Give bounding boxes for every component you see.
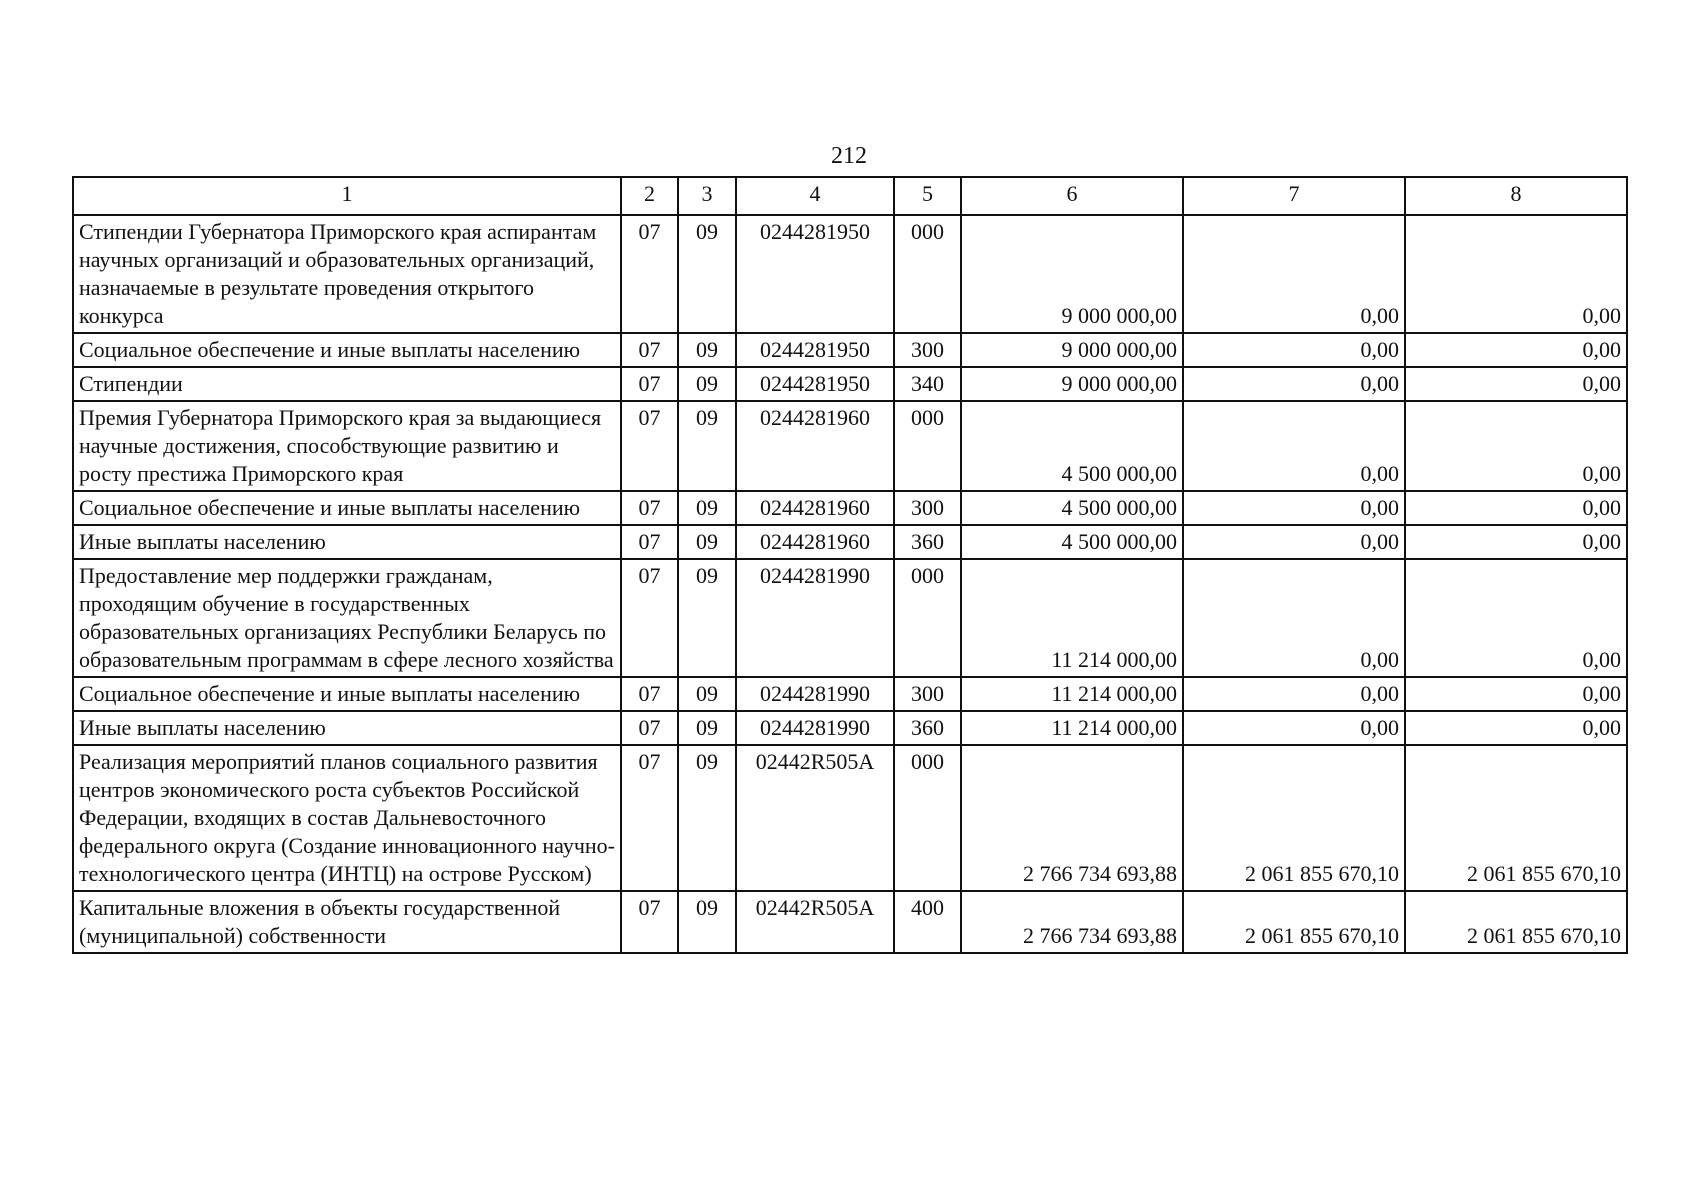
- expense-type-cell: 000: [894, 215, 961, 333]
- row-name-cell: Иные выплаты населению: [73, 711, 621, 745]
- target-article-cell: 0244281950: [736, 215, 894, 333]
- table-row: [73, 559, 1627, 677]
- amount-cell: 0,00: [1405, 711, 1627, 745]
- amount-cell: 2 061 855 670,10: [1183, 891, 1405, 953]
- amount-cell: 0,00: [1405, 367, 1627, 401]
- column-header: 5: [894, 177, 961, 215]
- amount-cell: 0,00: [1405, 215, 1627, 333]
- table-row: [73, 367, 1627, 401]
- row-name-cell: Реализация мероприятий планов социального развития центров экономического роста субъектов Российской Федерации, входящих в состав Дальневосточного федерального округа (Создание инновационного научно-технологического центра (ИНТЦ) на острове Русском): [73, 745, 621, 891]
- amount-cell: 0,00: [1183, 711, 1405, 745]
- column-header: 1: [73, 177, 621, 215]
- table-row: [73, 525, 1627, 559]
- section-code-cell: 07: [621, 367, 678, 401]
- amount-cell: 0,00: [1405, 525, 1627, 559]
- row-name-cell: Премия Губернатора Приморского края за выдающиеся научные достижения, способствующие развитию и росту престижа Приморского края: [73, 401, 621, 491]
- target-article-cell: 0244281960: [736, 525, 894, 559]
- amount-cell: 4 500 000,00: [961, 401, 1183, 491]
- amount-cell: 4 500 000,00: [961, 491, 1183, 525]
- amount-cell: 0,00: [1183, 215, 1405, 333]
- amount-cell: 0,00: [1183, 401, 1405, 491]
- section-code-cell: 07: [621, 333, 678, 367]
- subsection-code-cell: 09: [678, 367, 736, 401]
- table-row: [73, 745, 1627, 891]
- table-row: [73, 401, 1627, 491]
- table-header-row: [73, 177, 1627, 215]
- subsection-code-cell: 09: [678, 215, 736, 333]
- table-row: [73, 677, 1627, 711]
- section-code-cell: 07: [621, 215, 678, 333]
- expense-type-cell: 000: [894, 559, 961, 677]
- amount-cell: 4 500 000,00: [961, 525, 1183, 559]
- subsection-code-cell: 09: [678, 559, 736, 677]
- amount-cell: 2 766 734 693,88: [961, 745, 1183, 891]
- subsection-code-cell: 09: [678, 333, 736, 367]
- target-article-cell: 0244281960: [736, 401, 894, 491]
- column-header: 4: [736, 177, 894, 215]
- target-article-cell: 0244281990: [736, 559, 894, 677]
- expense-type-cell: 300: [894, 677, 961, 711]
- table-row: [73, 891, 1627, 953]
- target-article-cell: 0244281950: [736, 367, 894, 401]
- column-header: 2: [621, 177, 678, 215]
- amount-cell: 0,00: [1183, 367, 1405, 401]
- target-article-cell: 0244281990: [736, 711, 894, 745]
- row-name-cell: Социальное обеспечение и иные выплаты населению: [73, 491, 621, 525]
- amount-cell: 2 061 855 670,10: [1405, 745, 1627, 891]
- row-name-cell: Социальное обеспечение и иные выплаты населению: [73, 333, 621, 367]
- expense-type-cell: 000: [894, 745, 961, 891]
- target-article-cell: 0244281990: [736, 677, 894, 711]
- section-code-cell: 07: [621, 525, 678, 559]
- subsection-code-cell: 09: [678, 711, 736, 745]
- section-code-cell: 07: [621, 677, 678, 711]
- page-number: 212: [831, 143, 867, 169]
- expense-type-cell: 000: [894, 401, 961, 491]
- amount-cell: 0,00: [1405, 333, 1627, 367]
- section-code-cell: 07: [621, 711, 678, 745]
- amount-cell: 11 214 000,00: [961, 559, 1183, 677]
- subsection-code-cell: 09: [678, 401, 736, 491]
- table-row: [73, 491, 1627, 525]
- column-header: 8: [1405, 177, 1627, 215]
- target-article-cell: 02442R505A: [736, 745, 894, 891]
- amount-cell: 0,00: [1183, 559, 1405, 677]
- expense-type-cell: 360: [894, 525, 961, 559]
- amount-cell: 11 214 000,00: [961, 711, 1183, 745]
- section-code-cell: 07: [621, 401, 678, 491]
- amount-cell: 2 061 855 670,10: [1405, 891, 1627, 953]
- section-code-cell: 07: [621, 891, 678, 953]
- amount-cell: 9 000 000,00: [961, 333, 1183, 367]
- column-header: 3: [678, 177, 736, 215]
- amount-cell: 0,00: [1183, 333, 1405, 367]
- target-article-cell: 0244281950: [736, 333, 894, 367]
- subsection-code-cell: 09: [678, 525, 736, 559]
- column-header: 7: [1183, 177, 1405, 215]
- expense-type-cell: 300: [894, 491, 961, 525]
- amount-cell: 11 214 000,00: [961, 677, 1183, 711]
- row-name-cell: Стипендии Губернатора Приморского края аспирантам научных организаций и образовательных организаций, назначаемые в результате проведения открытого конкурса: [73, 215, 621, 333]
- expense-type-cell: 340: [894, 367, 961, 401]
- amount-cell: 0,00: [1405, 677, 1627, 711]
- table-row: [73, 711, 1627, 745]
- row-name-cell: Иные выплаты населению: [73, 525, 621, 559]
- table-row: [73, 333, 1627, 367]
- target-article-cell: 0244281960: [736, 491, 894, 525]
- budget-table: [72, 176, 1628, 954]
- row-name-cell: Социальное обеспечение и иные выплаты населению: [73, 677, 621, 711]
- subsection-code-cell: 09: [678, 677, 736, 711]
- row-name-cell: Предоставление мер поддержки гражданам, проходящим обучение в государственных образовательных организациях Республики Беларусь по образовательным программам в сфере лесного хозяйства: [73, 559, 621, 677]
- section-code-cell: 07: [621, 745, 678, 891]
- amount-cell: 0,00: [1405, 491, 1627, 525]
- table-row: [73, 215, 1627, 333]
- subsection-code-cell: 09: [678, 891, 736, 953]
- amount-cell: 0,00: [1183, 677, 1405, 711]
- section-code-cell: 07: [621, 491, 678, 525]
- expense-type-cell: 300: [894, 333, 961, 367]
- amount-cell: 9 000 000,00: [961, 215, 1183, 333]
- amount-cell: 9 000 000,00: [961, 367, 1183, 401]
- expense-type-cell: 360: [894, 711, 961, 745]
- section-code-cell: 07: [621, 559, 678, 677]
- row-name-cell: Капитальные вложения в объекты государственной (муниципальной) собственности: [73, 891, 621, 953]
- subsection-code-cell: 09: [678, 745, 736, 891]
- expense-type-cell: 400: [894, 891, 961, 953]
- column-header: 6: [961, 177, 1183, 215]
- amount-cell: 0,00: [1183, 491, 1405, 525]
- amount-cell: 0,00: [1183, 525, 1405, 559]
- amount-cell: 2 766 734 693,88: [961, 891, 1183, 953]
- target-article-cell: 02442R505A: [736, 891, 894, 953]
- row-name-cell: Стипендии: [73, 367, 621, 401]
- subsection-code-cell: 09: [678, 491, 736, 525]
- amount-cell: 2 061 855 670,10: [1183, 745, 1405, 891]
- amount-cell: 0,00: [1405, 401, 1627, 491]
- amount-cell: 0,00: [1405, 559, 1627, 677]
